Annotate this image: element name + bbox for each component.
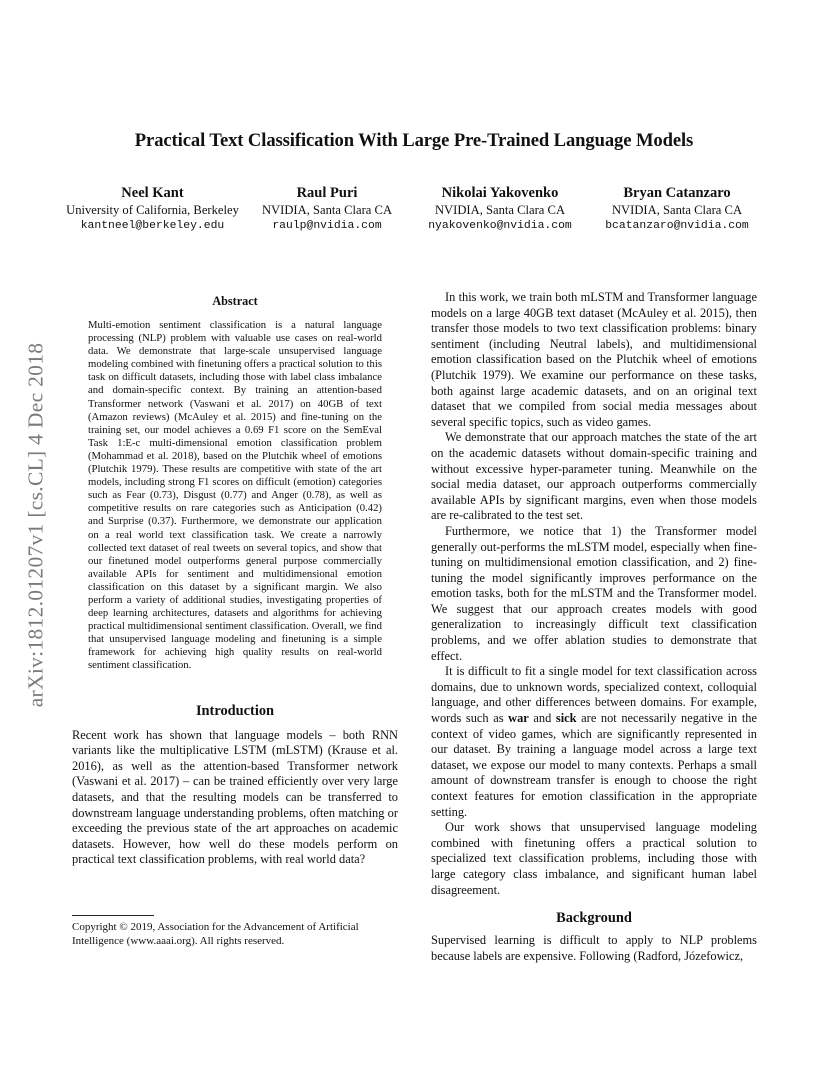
right-column xyxy=(431,290,757,964)
author-email: kantneel@berkeley.edu xyxy=(80,220,225,232)
author-block xyxy=(252,184,402,234)
author-name: Raul Puri xyxy=(296,185,358,201)
author-name: Neel Kant xyxy=(121,185,184,201)
author-block xyxy=(412,184,588,234)
introduction-paragraph: Recent work has shown that language models – both RNN variants like the multiplicative LSTM (mLSTM) (Krause et al. 2016), as well as the attention-based Transformer network (Vaswani et al. 2017) – can be trained efficiently over very large datasets, and that the resulting models can be transferred to downstream language understanding problems, often matching or exceeding the previous state of the art approaches on academic datasets. However, how well do these models perform on practical text classification problems, with real world data? xyxy=(72,727,398,867)
author-email: bcatanzaro@nvidia.com xyxy=(605,220,749,232)
background-heading: Background xyxy=(556,910,632,927)
footnote-rule xyxy=(72,915,154,916)
left-column xyxy=(72,290,398,868)
paragraph: We demonstrate that our approach matches the state of the art on the academic datasets without domain-specific training and without excessive hyper-parameter tuning. Meanwhile on the social media dataset, our approach outperforms commercially available APIs by significant margins, even when those models are re-calibrated to the test set. xyxy=(431,430,757,523)
right-column-body xyxy=(431,290,757,898)
abstract-text: Multi-emotion sentiment classification is a natural language processing (NLP) problem with valuable use cases on real-world data. We demonstrate that large-scale unsupervised language modeling combined with finetuning offers a practical solution to this task on difficult datasets, including those with label class imbalance and domain-specific context. By training an attention-based Transformer network (Vaswani et al. 2017) on 40GB of text (Amazon reviews) (McAuley et al. 2015) and fine-tuning on the training set, our model achieves a 0.69 F1 score on the SemEval Task 1:E-c multi-dimensional emotion classification problem (Mohammad et al. 2018), based on the Plutchik wheel of emotions (Plutchik 1979). These results are competitive with state of the art models, including strong F1 scores on difficult (emotion) categories such as Fear (0.73), Disgust (0.77) and Anger (0.78), as well as competitive results on rare categories such as Anticipation (0.42) and Surprise (0.37). Furthermore, we demonstrate our application on a real world text classification task. We create a narrowly collected text dataset of real tweets on several topics, and show that our finetuned model outperforms general purpose commercially available APIs for sentiment and multidimensional emotion classification on this dataset by a significant margin. We also perform a variety of additional studies, investigating properties of deep learning architectures, datasets and algorithms for achieving practical multidimensional sentiment classification. Overall, we find that unsupervised language modeling and finetuning is a simple framework for achieving high quality results on real-world sentiment classification. xyxy=(88,319,382,672)
author-email: raulp@nvidia.com xyxy=(272,220,382,232)
arxiv-stamp xyxy=(16,290,56,760)
author-affiliation: NVIDIA, Santa Clara CA xyxy=(261,203,393,217)
author-name: Nikolai Yakovenko xyxy=(441,185,559,201)
bold-word-sick: sick xyxy=(555,711,577,726)
author-name: Bryan Catanzaro xyxy=(623,185,731,201)
copyright-text: Copyright © 2019, Association for the Advancement of Artificial Intelligence (www.aaai.org). All rights reserved. xyxy=(72,921,359,947)
author-block xyxy=(60,184,245,234)
background-paragraph: Supervised learning is difficult to apply to NLP problems because labels are expensive. Following (Radford, Józefowicz, xyxy=(431,933,757,963)
paragraph: In this work, we train both mLSTM and Transformer language models on a large 40GB text dataset (McAuley et al. 2015), then transfer those models to two text classification problems: binary sentiment (including Neutral labels), and multidimensional emotion classification based on the Plutchik wheel of emotions (Plutchik 1979). We examine our performance on these tasks, both against large academic datasets, and on an original text dataset that we compiled from social media messages about several specific topics, such as video games. xyxy=(431,290,757,429)
author-affiliation: NVIDIA, Santa Clara CA xyxy=(611,203,743,217)
text-run: It is difficult to fit a single model for text classification across domains, due to unknown words, specialized context, colloquial language, and other differences between domains. For example, words such as xyxy=(431,664,757,726)
abstract-heading: Abstract xyxy=(212,294,258,308)
copyright-footnote xyxy=(72,915,398,948)
text-run: are not necessarily negative in the context of video games, which are significantly represented in our dataset. By training a language model across a large text dataset, we expose our model to many contexts. Perhaps a small amount of downstream transfer is enough to choose the right context features for emotion classification in the appropriate setting. xyxy=(431,711,757,819)
author-email: nyakovenko@nvidia.com xyxy=(428,220,572,232)
author-block xyxy=(588,184,766,234)
paragraph: Furthermore, we notice that 1) the Transformer model generally out-performs the mLSTM model, especially when fine-tuning on multidimensional emotion classification, and 2) fine-tuning the model significantly improves performance on the emotion tasks, both for the mLSTM and the Transformer model. We suggest that our approach creates models with good generalization to increasingly difficult text classification problems, and we offer ablation studies to demonstrate that effect. xyxy=(431,523,757,663)
paragraph xyxy=(431,664,757,820)
introduction-heading: Introduction xyxy=(195,702,275,719)
author-affiliation: University of California, Berkeley xyxy=(66,203,239,217)
bold-word-war: war xyxy=(508,711,529,726)
abstract-body xyxy=(72,319,398,673)
text-run: and xyxy=(528,711,556,726)
arxiv-id: arXiv:1812.01207v1 [cs.CL] 4 Dec 2018 xyxy=(23,342,48,708)
background-body xyxy=(431,933,757,964)
author-affiliation: NVIDIA, Santa Clara CA xyxy=(434,203,566,217)
introduction-body xyxy=(72,728,398,868)
paragraph: Our work shows that unsupervised language modeling combined with finetuning offers a practical solution to specialized text classification problems, including those with large category class imbalance, and significant human label disagreement. xyxy=(431,820,757,897)
paper-title: Practical Text Classification With Large Pre-Trained Language Models xyxy=(134,130,694,151)
